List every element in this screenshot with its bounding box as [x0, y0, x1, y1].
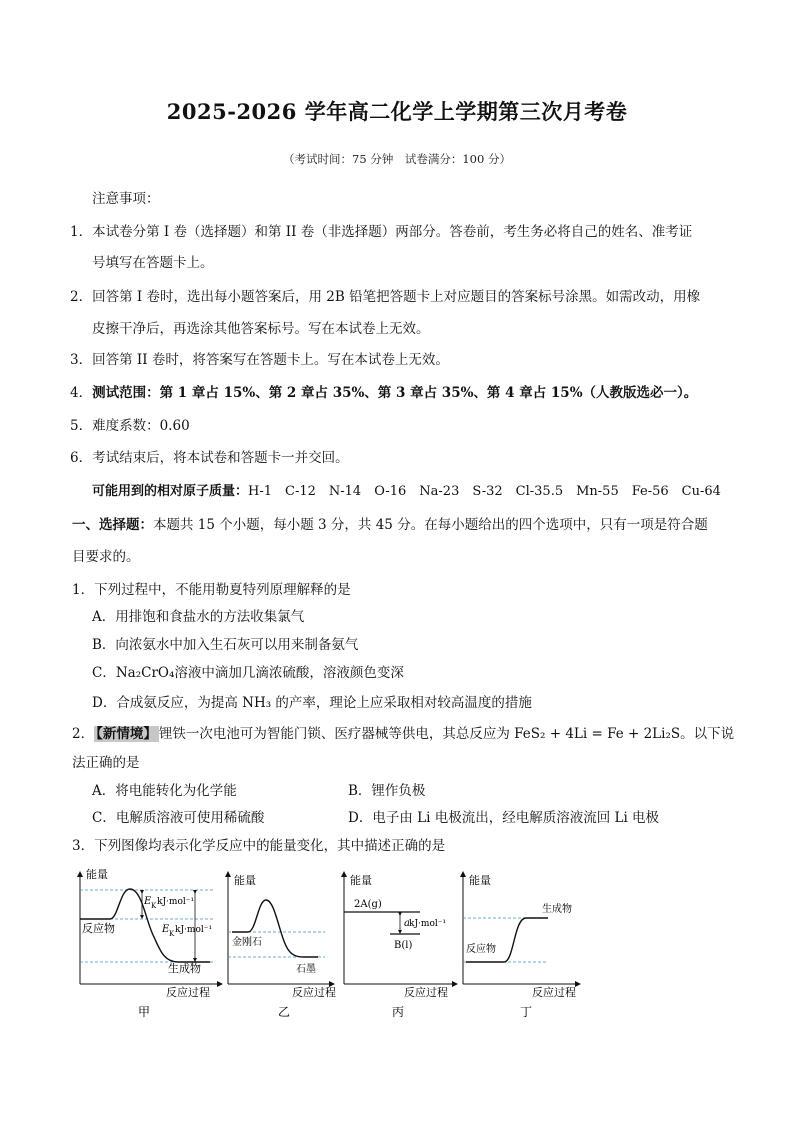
q1-option-a: A．用排饱和食盐水的方法收集氯气 — [92, 609, 305, 625]
energy-curve — [466, 918, 548, 962]
notes-heading: 注意事项： — [92, 191, 160, 207]
x-axis-label: 反应过程 — [166, 986, 210, 999]
note-number: 6． — [70, 450, 93, 466]
ek-bottom-symbol: E — [162, 924, 170, 935]
q1-option-d — [92, 691, 532, 711]
energy-diagrams — [60, 862, 660, 1032]
note-number: 2． — [70, 289, 93, 305]
chem-formula: NH₃ — [242, 695, 272, 711]
reactant-label: 金刚石 — [232, 937, 262, 948]
q2-stem-cont: 法正确的是 — [72, 755, 140, 771]
q1-option-c — [92, 661, 404, 681]
note-number: 3． — [70, 352, 93, 368]
note-text: 回答第 I 卷时，选出每小题答案后，用 2B 铅笔把答题卡上对应题目的答案标号涂黑。如需改动，用橡 — [92, 289, 701, 305]
y-axis-label: 能量 — [234, 874, 256, 887]
note-1-cont: 号填写在答题卡上。 — [92, 255, 214, 271]
note-text: 难度系数：0.60 — [92, 418, 190, 434]
note-2 — [70, 285, 700, 305]
reactant-label: 反应物 — [82, 922, 115, 935]
caption-bing: 丙 — [392, 1005, 405, 1019]
section-1-prefix: 一、选择题： — [72, 517, 153, 533]
product-label: 石墨 — [296, 964, 316, 975]
note-3 — [70, 348, 449, 368]
note-text: 本试卷分第 I 卷（选择题）和第 II 卷（非选择题）两部分。答卷前，考生务必将自己的姓名、准考证 — [92, 224, 693, 240]
question-number: 2． — [72, 726, 95, 742]
x-axis-label: 反应过程 — [532, 986, 576, 999]
atomic-masses-label: 可能用到的相对原子质量： — [92, 484, 249, 499]
energy-curve — [232, 900, 318, 957]
exam-subtitle: （考试时间：75 分钟 试卷满分：100 分） — [283, 152, 511, 166]
q2-option-a: A．将电能转化为化学能 — [92, 783, 237, 799]
y-axis-label: 能量 — [350, 874, 372, 887]
note-text: 考试结束后，将本试卷和答题卡一并交回。 — [92, 450, 349, 466]
product-label: 生成物 — [168, 962, 201, 975]
note-5 — [70, 414, 190, 434]
q3-stem: 3．下列图像均表示化学反应中的能量变化，其中描述正确的是 — [72, 838, 446, 854]
q2-text: 锂铁一次电池可为智能门锁、医疗器械等供电，其总反应为 — [158, 726, 515, 742]
diagram-bing — [344, 873, 455, 1019]
diagram-jia — [80, 867, 220, 1019]
atomic-masses — [92, 480, 721, 499]
note-number: 1． — [70, 224, 93, 240]
ek-top-unit: kJ·mol⁻¹ — [157, 897, 195, 907]
x-axis-label: 反应过程 — [404, 986, 448, 999]
chem-formula: Na₂CrO₄ — [115, 665, 175, 681]
x-axis-label: 反应过程 — [292, 986, 336, 999]
ek-top-symbol: E — [144, 896, 152, 907]
diagram-ding — [463, 873, 578, 1019]
section-1-cont: 目要求的。 — [72, 549, 140, 565]
caption-yi: 乙 — [278, 1005, 291, 1019]
note-number: 5． — [70, 418, 93, 434]
product-label: B(l) — [394, 940, 413, 951]
note-text: 测试范围：第 1 章占 15%、第 2 章占 35%、第 3 章占 35%、第 4 章占 15%（人教版选必一）。 — [92, 385, 698, 401]
q1-option-b: B．向浓氨水中加入生石灰可以用来制备氨气 — [92, 637, 359, 653]
reaction-equation: FeS₂ + 4Li = Fe + 2Li₂S — [514, 726, 681, 742]
new-context-tag: 【新情境】 — [96, 726, 157, 742]
note-2-cont: 皮擦干净后，再选涂其他答案标号。写在本试卷上无效。 — [92, 321, 430, 337]
option-text: 溶液中滴加几滴浓硫酸，溶液颜色变深 — [174, 665, 404, 681]
option-text: 的产率，理论上应采取相对较高温度的措施 — [271, 695, 532, 711]
delta-variable: a — [404, 918, 410, 929]
reactant-label: 2A(g) — [354, 899, 382, 910]
product-label: 生成物 — [542, 904, 572, 915]
diagram-yi — [228, 873, 336, 1019]
note-number: 4． — [70, 385, 93, 401]
caption-ding: 丁 — [520, 1005, 533, 1019]
note-4 — [70, 381, 697, 401]
y-axis-label: 能量 — [86, 868, 108, 881]
reactant-label: 反应物 — [466, 944, 496, 955]
note-1 — [70, 220, 692, 240]
section-1-text: 本题共 15 个小题，每小题 3 分，共 45 分。在每小题给出的四个选项中，只有一项是符合题 — [153, 517, 708, 533]
caption-jia: 甲 — [138, 1005, 151, 1019]
exam-title: 2025-2026 学年高二化学上学期第三次月考卷 — [166, 99, 628, 124]
q2-stem — [72, 722, 734, 742]
option-letter: C． — [92, 665, 116, 681]
note-6 — [70, 446, 349, 466]
delta-unit: kJ·mol⁻¹ — [409, 919, 447, 929]
ek-bottom-subscript: K — [169, 930, 175, 938]
note-text: 回答第 II 卷时，将答案写在答题卡上。写在本试卷上无效。 — [92, 352, 449, 368]
section-1-heading — [72, 513, 708, 533]
q2-option-b: B．锂作负极 — [348, 783, 426, 799]
atomic-masses-values: H-1 C-12 N-14 O-16 Na-23 S-32 Cl-35.5 Mn-55 Fe-56 Cu-64 — [248, 484, 721, 499]
y-axis-label: 能量 — [469, 874, 491, 887]
ek-bottom-unit: kJ·mol⁻¹ — [175, 925, 213, 935]
q2-option-c: C．电解质溶液可使用稀硫酸 — [92, 810, 265, 826]
q2-text-end: 。以下说 — [680, 726, 735, 742]
ek-top-subscript: K — [151, 902, 157, 910]
q2-option-d: D．电子由 Li 电极流出，经电解质溶液流回 Li 电极 — [348, 810, 660, 826]
q1-stem: 1．下列过程中，不能用勒夏特列原理解释的是 — [72, 582, 351, 598]
option-text: D．合成氨反应，为提高 — [92, 695, 243, 711]
